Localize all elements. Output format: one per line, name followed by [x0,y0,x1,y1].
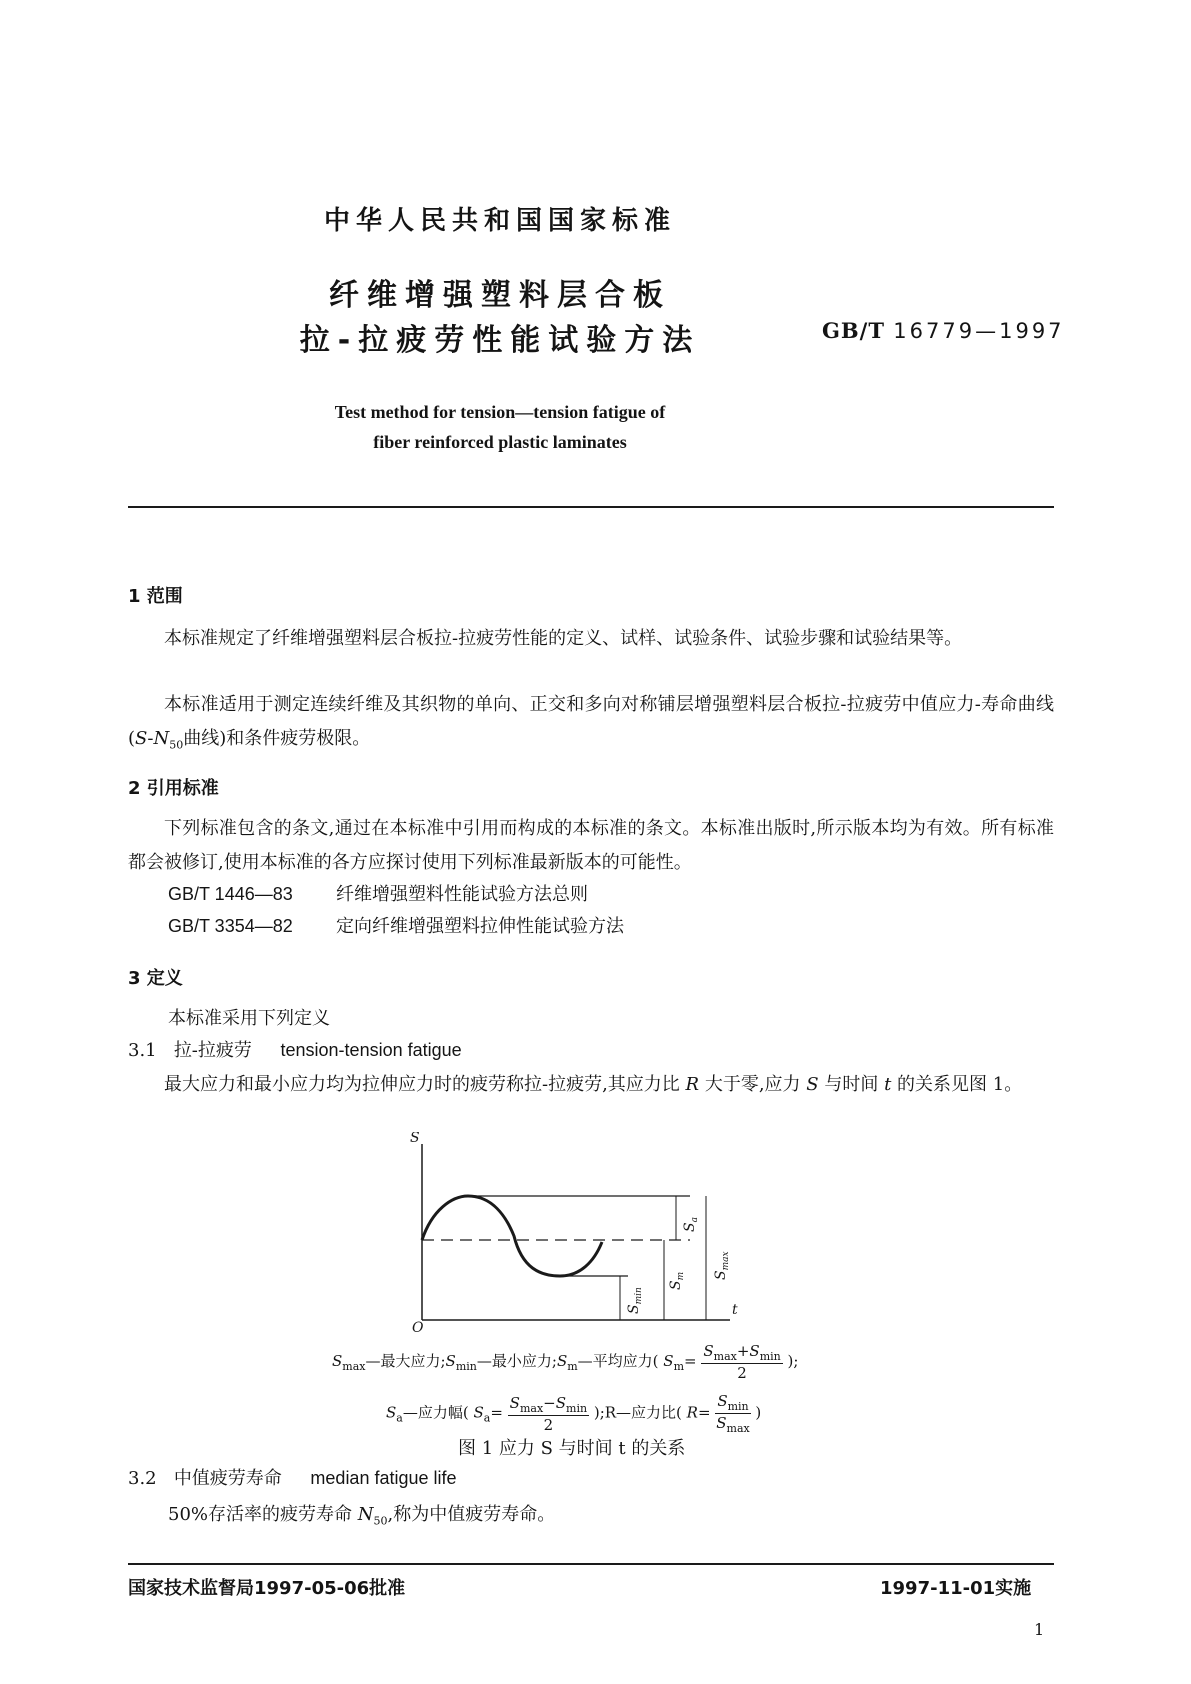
amf-smin: S [555,1393,567,1412]
definition-3-2-number: 3.2 [128,1468,157,1489]
amf-smax-sub: max [519,1401,544,1415]
mf-smin: S [749,1342,760,1360]
d31-c: 与时间 [818,1074,885,1095]
reference-2-title: 定向纤维增强塑料拉伸性能试验方法 [336,916,624,937]
definition-3-2-heading [128,1464,457,1490]
definition-3-1-cn: 拉-拉疲劳 [173,1040,252,1061]
footer-rule [128,1563,1054,1565]
legend-sa-s: S [386,1403,397,1422]
amf-smin-sub: min [566,1401,588,1415]
formula-sm-sub: m [673,1360,685,1373]
smax-sub: max [721,1251,731,1271]
ratio-formula-fraction [715,1392,750,1435]
title-line2: 拉-拉疲劳性能试验方法 [299,323,701,358]
af-sa-sub: a [483,1411,491,1425]
legend-smax-sub: max [342,1360,366,1373]
title-line1: 纤维增强塑料层合板 [329,278,671,313]
legend-smin-sub: min [455,1360,477,1373]
legend-mean: —平均应力 [577,1352,653,1370]
reference-1 [168,880,588,906]
approval-text: 国家技术监督局1997-05-06批准 [128,1578,406,1599]
definition-3-1-heading [128,1036,462,1062]
d31-d: 的关系见图 1。 [891,1074,1023,1095]
section-1-para-1: 本标准规定了纤维增强塑料层合板拉-拉疲劳性能的定义、试样、试验条件、试验步骤和试验结果等。 [164,628,963,649]
smin-sub: min [634,1287,644,1305]
stress-time-diagram [380,1132,800,1342]
legend-sa-sub: a [396,1411,403,1425]
legend-smax-s: S [332,1352,343,1370]
legend-sm-sub: m [567,1360,578,1373]
formula-sm-s: S [663,1352,674,1370]
mf-smax: S [703,1342,714,1360]
definition-3-1-en: tension-tension fatigue [280,1040,462,1060]
amp-fraction-num: $S_{max}-S_{min}$ [509,1393,588,1415]
s1p2-b: 曲线)和条件疲劳极限。 [183,728,371,749]
smax-label [713,1251,731,1280]
figure-1-caption: 图 1 应力 S 与时间 t 的关系 [458,1438,686,1459]
s1p2-sub: 50 [169,738,184,752]
implementation-text: 1997-11-01实施 [880,1578,1032,1599]
d31-a: 最大应力和最小应力均为拉伸应力时的疲劳称拉-拉疲劳,其应力比 [164,1074,686,1095]
axis-t-label: t [732,1302,738,1318]
section-3-heading: 3 定义 [128,968,183,989]
definition-3-2-en: median fatigue life [310,1468,457,1488]
d32-n: N [357,1504,374,1525]
header-rule [128,506,1054,508]
section-2-para-1: 下列标准包含的条文,通过在本标准中引用而构成的本标准的条文。本标准出版时,所示版本均为有效。所有标准都会被修订,使用本标准的各方应探讨使用下列标准最新版本的可能性。 [128,818,1054,873]
d31-b: 大于零,应力 [699,1074,807,1095]
mean-fraction-num: $S_{max}+S_{min}$ [703,1342,781,1363]
amplitude-formula-fraction [508,1394,589,1434]
s1p2-a: 本标准适用于测定连续纤维及其织物的单向、正交和多向对称铺层增强塑料层合板拉-拉疲劳中值应力-寿命曲线( [128,694,1054,749]
d32-a: 50%存活率的疲劳寿命 [168,1504,358,1525]
amp-fraction-den: 2 [543,1415,554,1434]
definition-3-2-text [168,1500,555,1528]
sa-s: S [682,1222,698,1232]
reference-2 [168,912,624,938]
smax-s: S [713,1270,729,1280]
definition-3-1-number: 3.1 [128,1040,157,1061]
reference-2-code: GB/T 3354—82 [168,916,293,936]
rf-smax: S [716,1414,727,1432]
section-2-heading: 2 引用标准 [128,778,219,799]
s1p2-s: S [135,728,148,749]
sa-label [682,1217,700,1232]
stress-curve [422,1196,602,1276]
sa-sub: a [690,1217,700,1223]
rf-smin-sub: min [727,1400,749,1413]
standard-number [822,318,1065,343]
english-title-line2: fiber reinforced plastic laminates [373,432,627,452]
sm-s: S [668,1280,684,1290]
rf-smax-sub: max [726,1422,750,1435]
d32-b: ,称为中值疲劳寿命。 [387,1504,556,1525]
figure-legend-line-2: $S_a—$应力幅( $S_a=$ $S_{max}-S_{min}$ 2 );R—应力比( R= $S_{min}$ $S_{max}$ ) [386,1392,762,1435]
ratio-fraction-num [715,1392,750,1414]
amf-smax: S [509,1393,520,1412]
rf-smin: S [717,1392,728,1410]
figure-legend-line-1: $S_{max}—$最大应力$;S_{min}—$最小应力$;S_m—$平均应力( $S_m=$ $S_{max}+S_{min}$ 2 ); [332,1342,799,1382]
section-1-heading: 1 范围 [128,586,183,607]
standard-prefix: GB/T [822,318,885,343]
legend-sm-s: S [556,1352,568,1370]
standard-code: 16779—1997 [893,319,1065,343]
english-title-line1: Test method for tension—tension fatigue of [334,402,666,422]
reference-1-title: 纤维增强塑料性能试验方法总则 [336,884,588,905]
section-1-para-2 [128,688,1054,763]
country-standard-header: 中华人民共和国国家标准 [323,206,676,236]
s1p2-n: N [153,728,170,749]
sm-label [668,1272,686,1290]
d31-t: t [884,1074,892,1095]
definition-3-1-text [128,1068,1054,1102]
reference-1-code: GB/T 1446—83 [168,884,293,904]
mf-smax-sub: max [713,1350,737,1363]
s1p2-dash: - [147,728,154,749]
mean-fraction-den: 2 [737,1364,747,1382]
legend-amplitude: —应力幅 [402,1403,463,1422]
sm-sub: m [676,1271,686,1281]
legend-min: —最小应力; [476,1352,557,1370]
section-3-intro: 本标准采用下列定义 [168,1008,330,1029]
definition-3-2-cn: 中值疲劳寿命 [173,1468,282,1489]
mean-formula-fraction [701,1342,782,1382]
af-sa: S [473,1403,484,1422]
d32-sub: 50 [373,1514,388,1528]
legend-max: —最大应力; [365,1352,446,1370]
origin-label: O [412,1320,424,1336]
page-number: 1 [1034,1620,1045,1639]
smin-s: S [626,1304,642,1314]
mf-smin-sub: min [759,1350,781,1363]
smin-label [626,1287,644,1314]
legend-ratio: ;R—应力比 [599,1403,677,1422]
ratio-fraction-den [715,1414,750,1435]
d31-r: R [685,1074,700,1095]
d31-s: S [806,1074,819,1095]
legend-smin-s: S [445,1352,456,1370]
axis-s-label: S [410,1132,420,1146]
